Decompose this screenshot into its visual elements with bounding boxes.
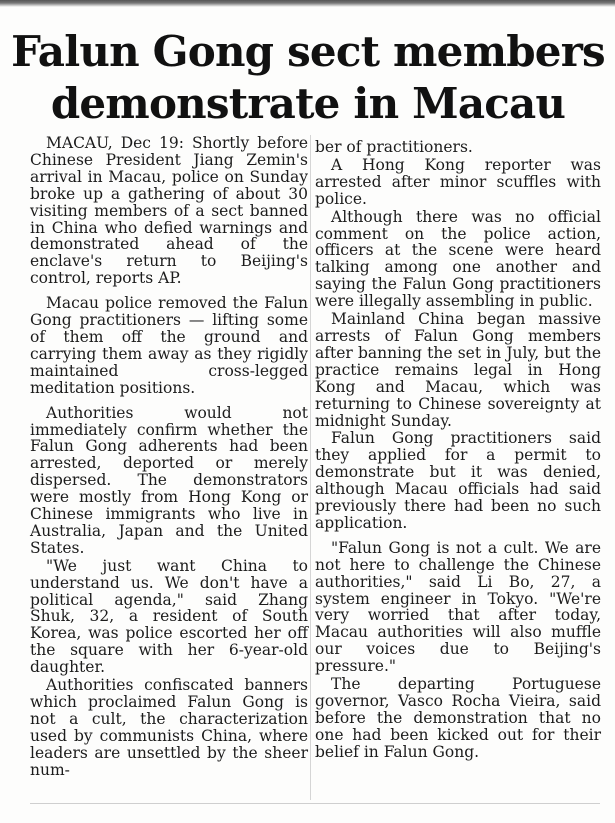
column-divider bbox=[310, 135, 311, 800]
paragraph-permit: Falun Gong practitioners said they applied for a permit to demonstrate but it was denied, although Macau officials had said previously there had been no such application. bbox=[315, 429, 601, 532]
paragraph-police-removed: Macau police removed the Falun Gong practitioners — lifting some of them off the ground and carrying them away as they rigidly maintained cross-legged meditation positions. bbox=[30, 294, 308, 397]
right-column bbox=[315, 139, 601, 762]
paragraph-zhang-quote: "We just want China to understand us. We don't have a political agenda," said Zhang Shuk, 32, a resident of South Korea, was police escorted her off the square with her 6-year-old daughter. bbox=[30, 556, 308, 677]
paragraph-authorities-confirm: Authorities would not immediately confirm whether the Falun Gong adherents had been arrested, deported or merely dispersed. The demonstrators were mostly from Hong Kong or Chinese immigrants who live in Australia, Japan and the United States. bbox=[30, 403, 308, 557]
paragraph-reporter-arrested: A Hong Kong reporter was arrested after minor scuffles with police. bbox=[315, 155, 601, 208]
paragraph-dateline: MACAU, Dec 19: Shortly before Chinese President Jiang Zemin's arrival in Macau, police on Sunday broke up a gathering of about 30 visiting members of a sect banned in China who defied warnings and demonstrated ahead of the enclave's return to Beijing's control, reports AP. bbox=[30, 134, 308, 288]
paragraph-governor: The departing Portuguese governor, Vasco Rocha Vieira, said before the demonstration that no one had been kicked out for their belief in Falun Gong. bbox=[315, 675, 601, 761]
top-rule bbox=[0, 0, 615, 7]
bottom-rule bbox=[30, 803, 600, 804]
paragraph-banners: Authorities confiscated banners which proclaimed Falun Gong is not a cult, the characterization used by communists China, where leaders are unsettled by the sheer num- bbox=[30, 676, 308, 779]
paragraph-no-comment: Although there was no official comment on the police action, officers at the scene were heard talking among one another and saying the Falun Gong practitioners were illegally assembling in public. bbox=[315, 207, 601, 311]
paragraph-continuation: ber of practitioners. bbox=[315, 138, 473, 156]
paragraph-mainland-arrests: Mainland China began massive arrests of Falun Gong members after banning the set in July, but the practice remains legal in Hong Kong and Macau, which was returning to Chinese sovereignty at midnight Sunday. bbox=[315, 310, 601, 430]
headline: Falun Gong sect members demonstrate in Macau bbox=[11, 27, 605, 128]
left-column bbox=[30, 135, 308, 780]
paragraph-li-bo-quote: "Falun Gong is not a cult. We are not here to challenge the Chinese authorities," said Li Bo, 27, a system engineer in Tokyo. "We're very worried that after today, Macau authorities will also muffle our voices due to Beijing's pressure." bbox=[315, 538, 601, 676]
